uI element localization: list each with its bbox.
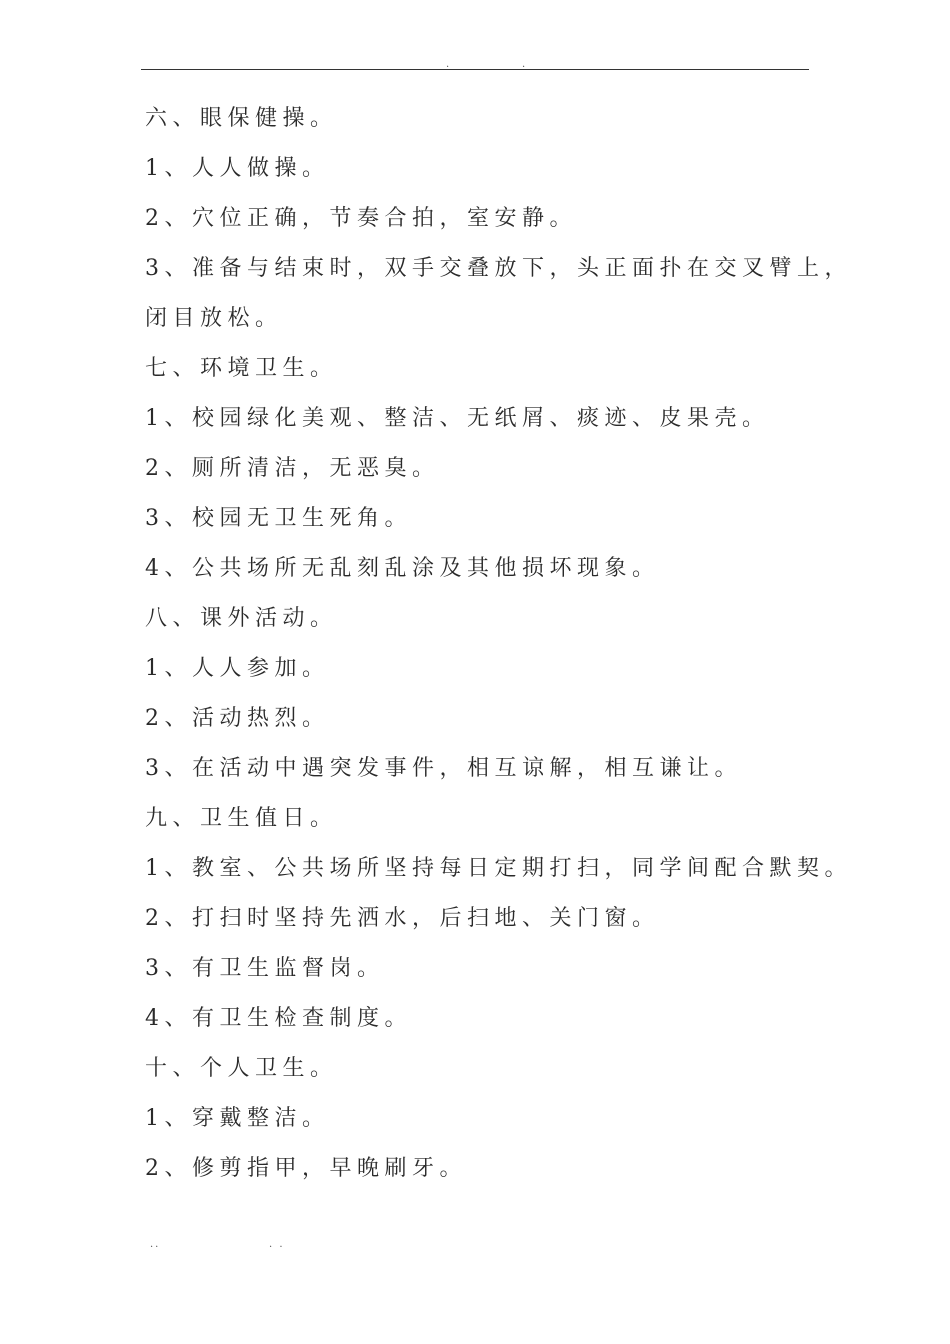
list-item: 3、有卫生监督岗。: [145, 956, 385, 981]
list-item: 2、修剪指甲，早晚刷牙。: [145, 1156, 467, 1181]
header-dot-left: .: [446, 59, 450, 70]
section-heading-environment: 七、环境卫生。: [145, 356, 338, 381]
section-heading-duty: 九、卫生值日。: [145, 806, 338, 831]
section-heading-personal-hygiene: 十、个人卫生。: [145, 1056, 338, 1081]
list-item: 2、厕所清洁，无恶臭。: [145, 456, 440, 481]
list-item: 1、穿戴整洁。: [145, 1106, 330, 1131]
section-heading-activities: 八、课外活动。: [145, 606, 338, 631]
list-item: 3、校园无卫生死角。: [145, 506, 412, 531]
list-item: 2、活动热烈。: [145, 706, 330, 731]
list-item: 4、公共场所无乱刻乱涂及其他损坏现象。: [145, 556, 660, 581]
section-heading-eye-exercise: 六、眼保健操。: [145, 106, 338, 131]
header-dot-right: .: [522, 59, 526, 70]
list-item: 3、准备与结束时，双手交叠放下，头正面扑在交叉臂上，: [145, 256, 852, 281]
list-item: 2、打扫时坚持先洒水，后扫地、关门窗。: [145, 906, 660, 931]
list-item: 4、有卫生检查制度。: [145, 1006, 412, 1031]
list-item-continuation: 闭目放松。: [145, 306, 283, 331]
list-item: 1、人人做操。: [145, 156, 330, 181]
list-item: 1、人人参加。: [145, 656, 330, 681]
list-item: 1、教室、公共场所坚持每日定期打扫，同学间配合默契。: [145, 856, 852, 881]
document-body: [145, 101, 852, 1201]
list-item: 1、校园绿化美观、整洁、无纸屑、痰迹、皮果壳。: [145, 406, 770, 431]
footer-dots-right: . .: [269, 1239, 285, 1250]
list-item: 2、穴位正确，节奏合拍，室安静。: [145, 206, 577, 231]
header-rule: [141, 69, 809, 70]
footer-dots-left: ..: [150, 1239, 161, 1250]
list-item: 3、在活动中遇突发事件，相互谅解，相互谦让。: [145, 756, 742, 781]
